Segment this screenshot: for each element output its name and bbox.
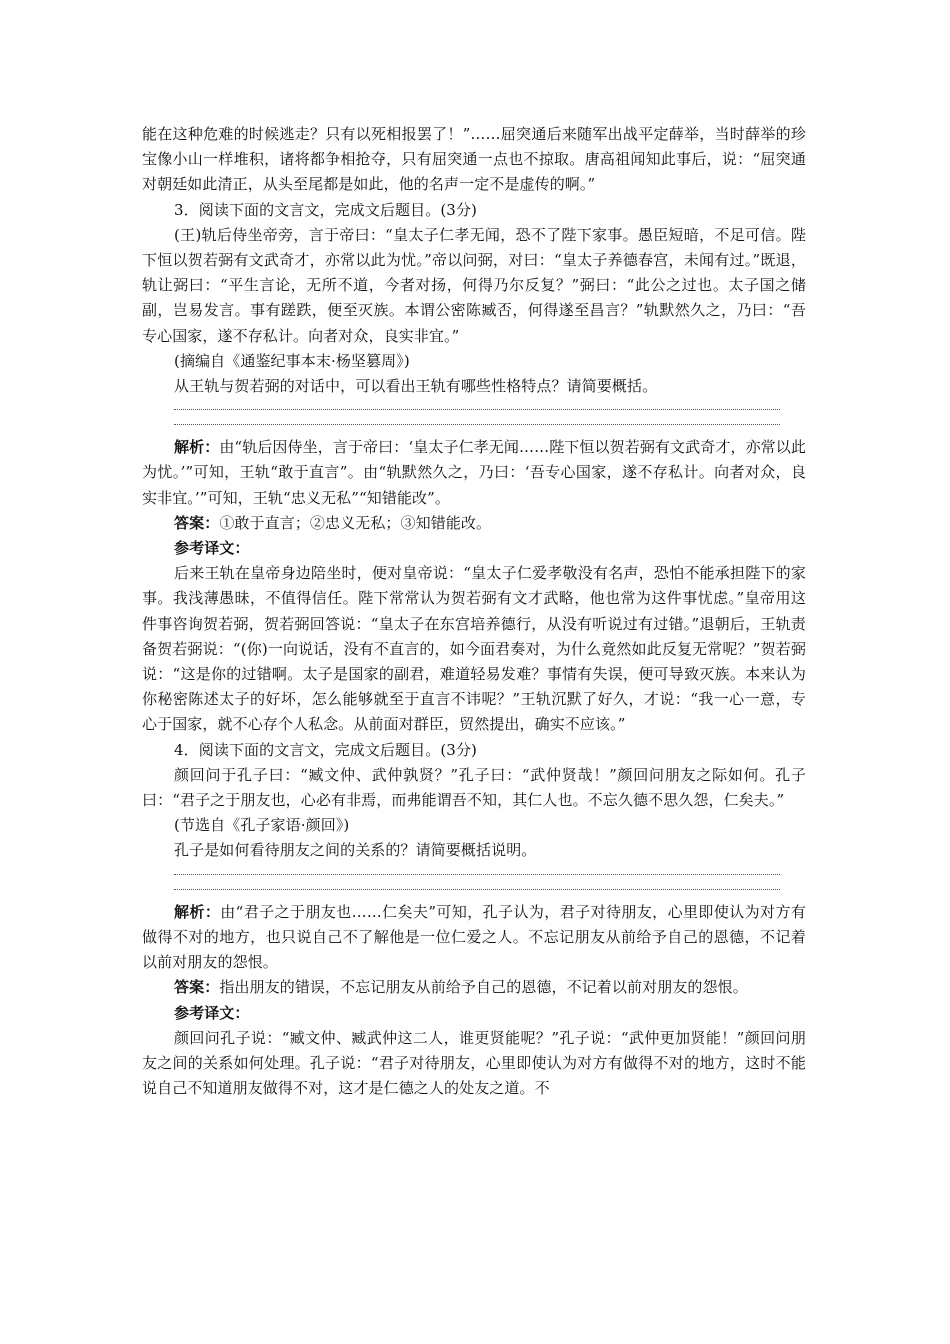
question-3-passage: (王)轨后侍坐帝旁，言于帝曰：“皇太子仁孝无闻，恐不了陛下家事。愚臣短暗，不足可信。陛下恒以贺若弼有文武奇才，亦常以此为忧。”帝以问弼，对曰：“皇太子养德春宫，未闻有过。”既退，轨让弼曰：“平生言论，无所不道，今者对扬，何得乃尔反复？”弼曰：“此公之过也。太子国之储副，岂易发言。事有蹉跌，便至灭族。本谓公密陈臧否，何得遂至昌言？”轨默然久之，乃曰：“吾专心国家，遂不存私计。向者对众，良实非宜。” — [142, 225, 806, 345]
question-3-answer — [142, 511, 806, 536]
analysis-text: 由“君子之于朋友也……仁矣夫”可知，孔子认为，君子对待朋友，心里即使认为对方有做得不对的地方，也只说自己不了解他是一位仁爱之人。不忘记朋友从前给予自己的恩德，不记着以前对朋友的怨恨。 — [142, 902, 806, 972]
question-4-translation: 颜回问孔子说：“臧文仲、臧武仲这二人，谁更贤能呢？”孔子说：“武仲更加贤能！”颜回问朋友之间的关系如何处理。孔子说：“君子对待朋友，心里即使认为对方有做得不对的地方，这时不能说自己不知道朋友做得不对，这才是仁德之人的处友之道。不 — [142, 1028, 806, 1098]
question-4-passage: 颜回问于孔子曰：“臧文仲、武仲孰贤？”孔子曰：“武仲贤哉！”颜回问朋友之际如何。孔子曰：“君子之于朋友也，心必有非焉，而弗能谓吾不知，其仁人也。不忘久德不思久怨，仁矣夫。” — [142, 765, 806, 810]
question-3-heading: 3．阅读下面的文言文，完成文后题目。(3分) — [174, 200, 477, 219]
question-3-prompt: 从王轨与贺若弼的对话中，可以看出王轨有哪些性格特点？请简要概括。 — [174, 377, 658, 396]
question-4-heading: 4．阅读下面的文言文，完成文后题目。(3分) — [174, 740, 477, 759]
question-4-analysis — [142, 900, 806, 976]
question-4-source: (节选自《孔子家语·颜回》) — [174, 816, 350, 835]
document-page — [142, 122, 806, 1101]
analysis-text: 由“轨后因侍坐，言于帝曰：‘皇太子仁孝无闻……陛下恒以贺若弼有文武奇才，亦常以此为忧。’”可知，王轨“敢于直言”。由“轨默然久之，乃曰：‘吾专心国家，遂不存私计。向者对众，良实非宜。’”可知，王轨“忠义无私”“知错能改”。 — [142, 438, 806, 507]
answer-label: 答案： — [174, 978, 220, 997]
question-4-answer — [142, 975, 806, 1000]
analysis-label: 解析： — [174, 438, 220, 457]
answer-line-2 — [174, 424, 780, 425]
answer-line-4 — [174, 889, 780, 890]
translation-continuation: 能在这种危难的时候逃走？只有以死相报罢了！”……屈突通后来随军出战平定薛举，当时薛举的珍宝像小山一样堆积，诸将都争相抢夺，只有屈突通一点也不掠取。唐高祖闻知此事后，说：“屈突通对朝廷如此清正，从头至尾都是如此，他的名声一定不是虚传的啊。” — [142, 125, 806, 194]
question-4-prompt: 孔子是如何看待朋友之间的关系的？请简要概括说明。 — [174, 841, 537, 860]
question-3-translation: 后来王轨在皇帝身边陪坐时，便对皇帝说：“皇太子仁爱孝敬没有名声，恐怕不能承担陛下的家事。我浅薄愚昧，不值得信任。陛下常常认为贺若弼有文才武略，他也常为这件事忧虑。”皇帝用这件事咨询贺若弼，贺若弼回答说：“皇太子在东宫培养德行，从没有听说过有过错。”退朝后，王轨责备贺若弼说：“(你)一向说话，没有不直言的，如今面君奏对，为什么竟然如此反复无常呢？”贺若弼说：“这是你的过错啊。太子是国家的副君，难道轻易发难？事情有失误，便可导致灭族。本来认为你秘密陈述太子的好坏，怎么能够就至于直言不讳呢？”王轨沉默了好久，才说：“我一心一意，专心于国家，就不心存个人私念。从前面对群臣，贸然提出，确实不应该。” — [142, 564, 806, 734]
answer-text: ①敢于直言；②忠义无私；③知错能改。 — [219, 513, 492, 532]
analysis-label: 解析： — [174, 902, 221, 921]
answer-line-1 — [174, 409, 780, 410]
answer-line-3 — [174, 874, 780, 875]
question-3-translation-label: 参考译文： — [174, 539, 250, 558]
question-3-source: (摘编自《通鉴纪事本末·杨坚篡周》) — [174, 351, 410, 370]
answer-text: 指出朋友的错误，不忘记朋友从前给予自己的恩德，不记着以前对朋友的怨恨。 — [219, 978, 748, 997]
question-3-analysis — [142, 435, 806, 511]
question-4-translation-label: 参考译文： — [174, 1003, 250, 1022]
answer-label: 答案： — [174, 513, 220, 532]
